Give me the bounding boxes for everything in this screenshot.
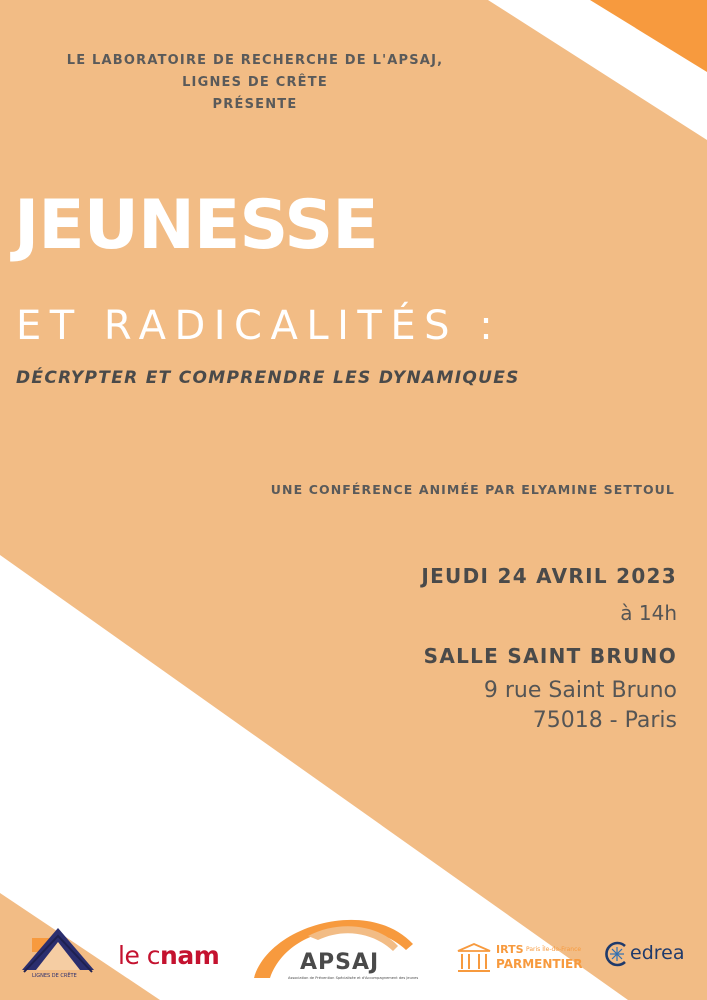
address-line-1: 9 rue Saint Bruno	[483, 678, 677, 703]
irts-label: IRTS	[496, 943, 524, 956]
cedrea-logo-mark	[603, 940, 631, 968]
lignes-de-crete-logo	[18, 920, 98, 982]
presenter-line-1: LE LABORATOIRE DE RECHERCHE DE L'APSAJ,	[66, 53, 444, 68]
parmentier-label: PARMENTIER	[496, 957, 583, 971]
title-main: JEUNESSE	[14, 186, 378, 265]
cnam-logo	[118, 943, 219, 968]
speaker-byline: UNE CONFÉRENCE ANIMÉE PAR ELYAMINE SETTOUL	[270, 482, 675, 497]
presenter-line-2: LIGNES DE CRÊTE	[182, 75, 328, 90]
presenter-line-3: PRÉSENTE	[212, 97, 298, 112]
address-line-2: 75018 - Paris	[532, 708, 677, 733]
apsaj-logo-tagline: Association de Prévention Spécialisée et d'Accompagnement des Jeunes	[288, 976, 419, 980]
apsaj-logo	[248, 906, 418, 988]
title-secondary: ET RADICALITÉS :	[16, 303, 502, 349]
cedrea-logo: edrea	[630, 942, 685, 964]
irts-parmentier-logo	[456, 942, 586, 976]
irts-building-icon	[456, 943, 492, 973]
event-date: JEUDI 24 AVRIL 2023	[421, 564, 677, 588]
presenter-block	[0, 50, 510, 116]
irts-region-label: Paris Île-de-France	[526, 946, 582, 953]
subtitle: DÉCRYPTER ET COMPRENDRE LES DYNAMIQUES	[16, 368, 520, 388]
event-venue: SALLE SAINT BRUNO	[423, 644, 677, 668]
lignes-de-crete-label: LIGNES DE CRÊTE	[32, 973, 77, 979]
cnam-logo-bold: nam	[160, 941, 220, 970]
cnam-logo-light: le c	[118, 941, 161, 970]
event-time: à 14h	[620, 601, 677, 625]
apsaj-logo-name: APSAJ	[300, 950, 380, 975]
cedrea-star-icon	[603, 940, 631, 968]
orange-corner-accent	[590, 0, 707, 72]
